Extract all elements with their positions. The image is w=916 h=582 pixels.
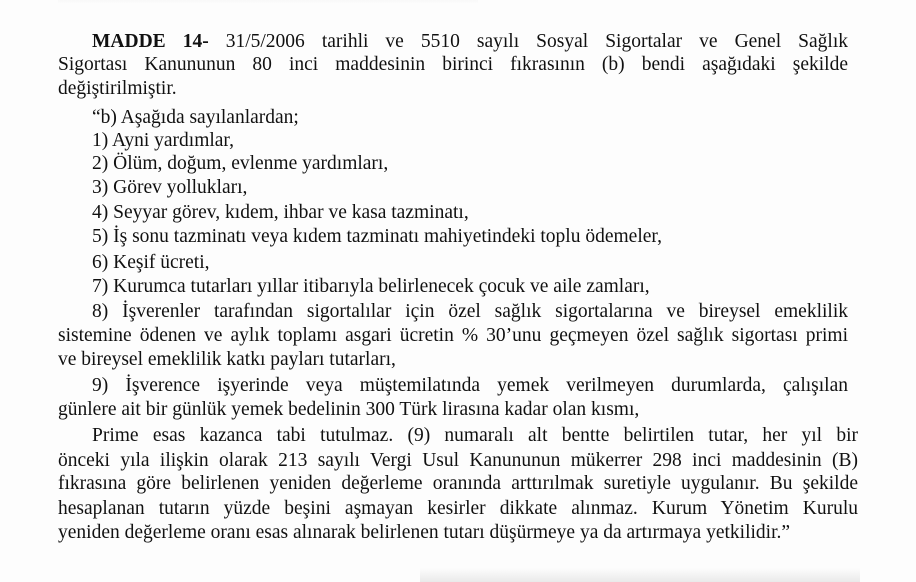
cropped-next-line: [420, 568, 860, 582]
list-item: 5) İş sonu tazminatı veya kıdem tazminatı mahiyetindeki toplu ödemeler,: [92, 226, 662, 247]
text-line: Sigortası Kanununun 80 inci maddesinin birinci fıkrasının (b) bendi aşağıdaki şekilde: [58, 54, 848, 75]
list-item: 7) Kurumca tutarları yıllar itibarıyla belirlenecek çocuk ve aile zamları,: [92, 276, 650, 297]
article-first-line: MADDE 14- 31/5/2006 tarihli ve 5510 sayılı Sosyal Sigortalar ve Genel Sağlık: [92, 31, 848, 52]
list-item: 1) Ayni yardımlar,: [92, 130, 235, 151]
text-line: değiştirilmiştir.: [58, 78, 177, 99]
article-heading: MADDE 14-: [92, 31, 209, 52]
list-item: 8) İşverenler tarafından sigortalılar için özel sağlık sigortalarına ve bireysel emeklilik: [92, 301, 848, 322]
text-line: fıkrasına göre belirlenen yeniden değerleme oranında arttırılmak suretiyle uygulanır. Bu şekilde: [58, 473, 858, 494]
text-line: sistemine ödenen ve aylık toplamı asgari ücretin % 30’unu geçmeyen özel sağlık sigortası primi: [58, 325, 848, 346]
list-item: 4) Seyyar görev, kıdem, ihbar ve kasa tazminatı,: [92, 202, 469, 223]
text-line: hesaplanan tutarın yüzde beşini aşmayan kesirler dikkate alınmaz. Kurum Yönetim Kurulu: [58, 498, 858, 519]
list-intro: “b) Aşağıda sayılanlardan;: [92, 107, 299, 128]
text-line: yeniden değerleme oranı esas alınarak belirlenen tutarı düşürmeye ya da artırmaya yetkilidir.”: [58, 522, 791, 543]
text-line: Prime esas kazanca tabi tutulmaz. (9) numaralı alt bentte belirtilen tutar, her yıl bir: [92, 425, 858, 446]
text-line: günlere ait bir günlük yemek bedelinin 300 Türk lirasına kadar olan kısmı,: [58, 399, 640, 420]
text-line: ve bireysel emeklilik katkı payları tutarları,: [58, 349, 396, 370]
cropped-previous-line: [58, 0, 478, 4]
text-line: önceki yıla ilişkin olarak 213 sayılı Vergi Usul Kanununun mükerrer 298 inci maddesinin (B): [58, 450, 858, 471]
list-item: 9) İşverence işyerinde veya müştemilatında yemek verilmeyen durumlarda, çalışılan: [92, 375, 848, 396]
list-item: 6) Keşif ücreti,: [92, 252, 210, 273]
list-item: 2) Ölüm, doğum, evlenme yardımları,: [92, 153, 389, 174]
list-item: 3) Görev yollukları,: [92, 177, 248, 198]
